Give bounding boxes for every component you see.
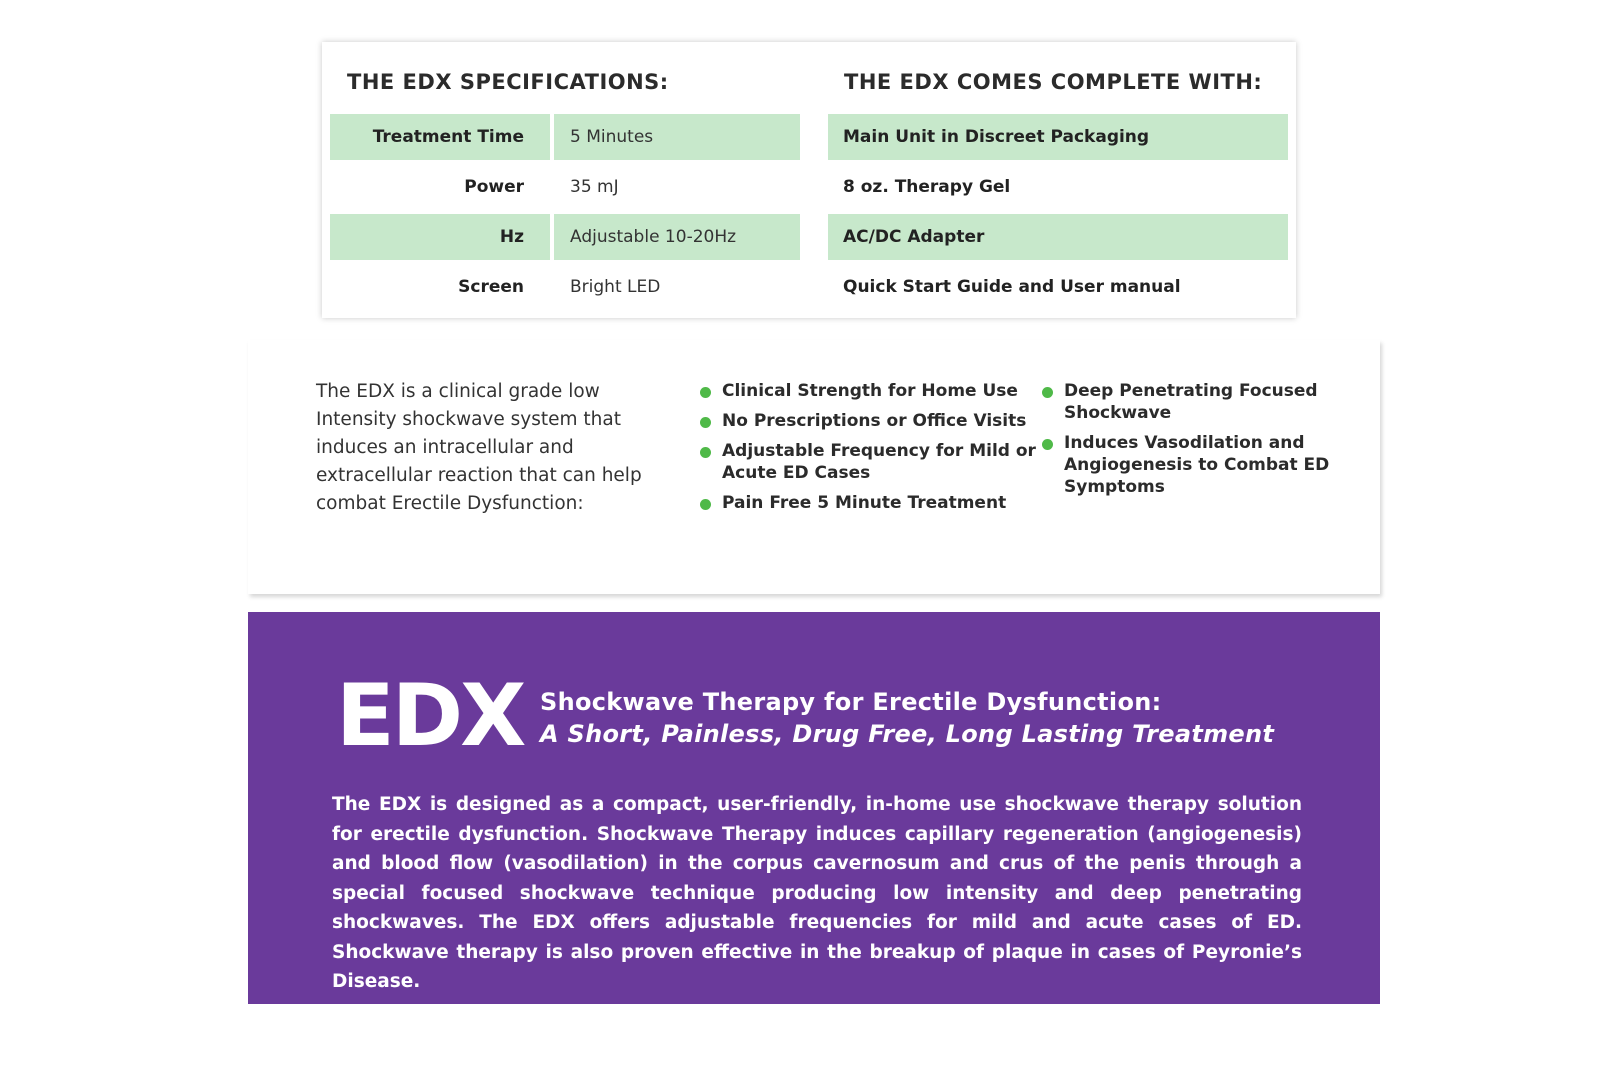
spec-value-screen: Bright LED <box>570 277 661 297</box>
features-intro: The EDX is a clinical grade low Intensity shockwave system that induces an intracellular and extracellular reaction that can help combat Erectile Dysfunction: <box>316 381 642 514</box>
feature-text: Induces Vasodilation and Angiogenesis to Combat ED Symptoms <box>1064 433 1330 497</box>
specifications-heading: THE EDX SPECIFICATIONS: <box>347 70 669 94</box>
list-item <box>700 410 1040 432</box>
features-panel <box>248 340 1380 594</box>
includes-heading: THE EDX COMES COMPLETE WITH: <box>844 70 1263 94</box>
spec-value-hz: Adjustable 10-20Hz <box>554 214 800 260</box>
feature-text: Adjustable Frequency for Mild or Acute ED Cases <box>722 441 1036 483</box>
feature-text: No Prescriptions or Office Visits <box>722 411 1027 431</box>
features-list-1 <box>700 380 1040 522</box>
features-list-2 <box>1042 380 1342 506</box>
bullet-dot-icon <box>700 447 711 458</box>
promo-panel <box>248 612 1380 1004</box>
specifications-card <box>322 42 1296 318</box>
bullet-dot-icon <box>700 499 711 510</box>
included-item: 8 oz. Therapy Gel <box>843 177 1011 197</box>
promo-subtitle: A Short, Painless, Drug Free, Long Lasting Treatment <box>540 720 1275 748</box>
list-item <box>700 380 1040 402</box>
included-item: Main Unit in Discreet Packaging <box>828 114 1288 160</box>
included-item: AC/DC Adapter <box>828 214 1288 260</box>
promo-description: The EDX is designed as a compact, user-friendly, in-home use shockwave therapy solution for erectile dysfunction. Shockwave Therapy induces capillary regeneration (angiogenesis) and blood flow (vasodilation) in the corpus cavernosum and crus of the penis through a special focused shockwave technique producing low intensity and deep penetrating shockwaves. The EDX offers adjustable frequencies for mild and acute cases of ED. Shockwave therapy is also proven effective in the breakup of plaque in cases of Peyronie’s Disease. <box>332 794 1302 992</box>
feature-text: Pain Free 5 Minute Treatment <box>722 493 1007 513</box>
feature-text: Deep Penetrating Focused Shockwave <box>1064 381 1318 423</box>
spec-label-hz: Hz <box>330 214 550 260</box>
list-item <box>1042 380 1342 424</box>
bullet-dot-icon <box>700 387 711 398</box>
bullet-dot-icon <box>1042 387 1053 398</box>
list-item <box>700 440 1040 484</box>
bullet-dot-icon <box>1042 439 1053 450</box>
spec-label-screen: Screen <box>458 277 524 297</box>
spec-value-power: 35 mJ <box>570 177 619 197</box>
promo-title: Shockwave Therapy for Erectile Dysfunction: <box>540 688 1162 716</box>
list-item <box>700 492 1040 514</box>
included-item: Quick Start Guide and User manual <box>843 277 1181 297</box>
bullet-dot-icon <box>700 417 711 428</box>
list-item <box>1042 432 1342 498</box>
spec-value-treatment-time: 5 Minutes <box>554 114 800 160</box>
spec-label-treatment-time: Treatment Time <box>330 114 550 160</box>
spec-label-power: Power <box>464 177 524 197</box>
edx-logo: EDX <box>336 666 524 766</box>
feature-text: Clinical Strength for Home Use <box>722 381 1018 401</box>
